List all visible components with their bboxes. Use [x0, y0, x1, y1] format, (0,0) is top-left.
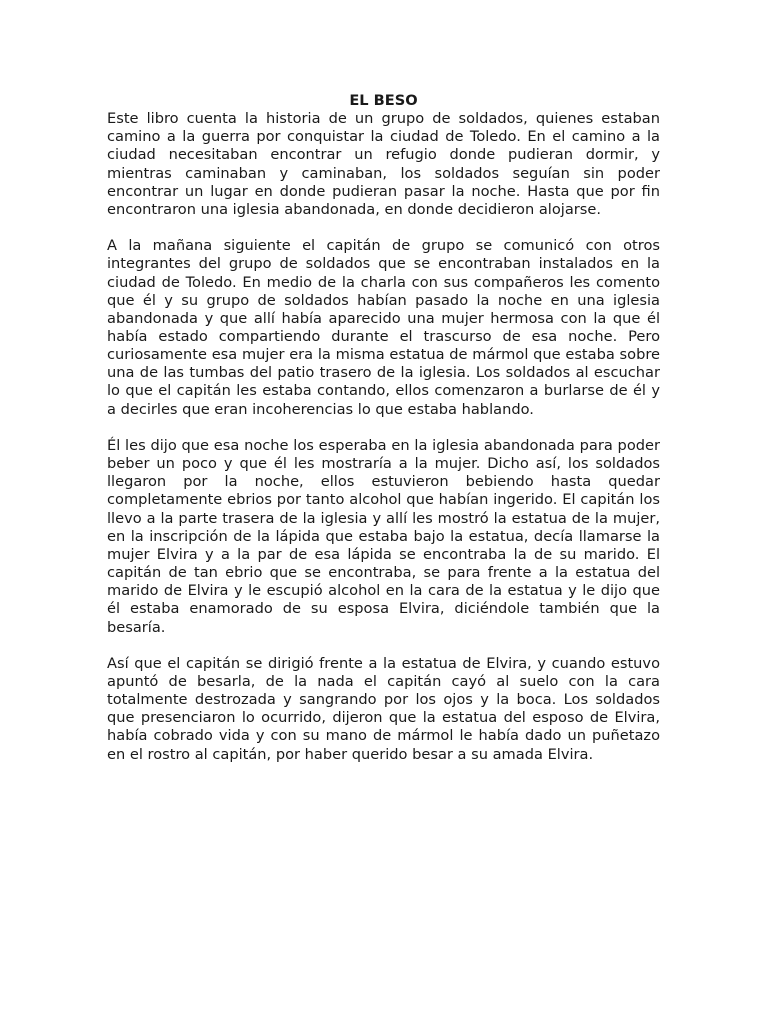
paragraph-4: Así que el capitán se dirigió frente a la estatua de Elvira, y cuando estuvo apuntó de besarla, de la nada el capitán cayó al suelo con la cara totalmente destrozada y sangrando por los ojos y la boca. Los soldados que presenciaron lo ocurrido, dijeron que la estatua del esposo de Elvira, había cobrado vida y con su mano de mármol le había dado un puñetazo en el rostro al capitán, por haber querido besar a su amada Elvira.: [107, 654, 660, 763]
document-title: EL BESO: [349, 92, 418, 109]
paragraph-1: Este libro cuenta la historia de un grupo de soldados, quienes estaban camino a la guerra por conquistar la ciudad de Toledo. En el camino a la ciudad necesitaban encontrar un refugio donde pudieran dormir, y mientras caminaban y caminaban, los soldados seguían sin poder encontrar un lugar en donde pudieran pasar la noche. Hasta que por fin encontraron una iglesia abandonada, en donde decidieron alojarse.: [107, 110, 660, 218]
paragraph-2: A la mañana siguiente el capitán de grupo se comunicó con otros integrantes del grupo de soldados que se encontraban instalados en la ciudad de Toledo. En medio de la charla con sus compañeros les comento que él y su grupo de soldados habían pasado la noche en una iglesia abandonada y que allí había aparecido una mujer hermosa con la que él había estado compartiendo durante el trascurso de esa noche. Pero curiosamente esa mujer era la misma estatua de mármol que estaba sobre una de las tumbas del patio trasero de la iglesia. Los soldados al escuchar lo que el capitán les estaba contando, ellos comenzaron a burlarse de él y a decirles que eran incoherencias lo que estaba hablando.: [107, 237, 660, 418]
paragraph-3: Él les dijo que esa noche los esperaba en la iglesia abandonada para poder beber un poco y que él les mostraría a la mujer. Dicho así, los soldados llegaron por la noche, ellos estuvieron bebiendo hasta quedar completamente ebrios por tanto alcohol que habían ingerido. El capitán los llevo a la parte trasera de la iglesia y allí les mostró la estatua de la mujer, en la inscripción de la lápida que estaba bajo la estatua, decía llamarse la mujer Elvira y a la par de esa lápida se encontraba la de su marido. El capitán de tan ebrio que se encontraba, se para frente a la estatua del marido de Elvira y le escupió alcohol en la cara de la estatua y le dijo que él estaba enamorado de su esposa Elvira, diciéndole también que la besaría.: [107, 436, 660, 636]
document-page: [107, 92, 660, 764]
